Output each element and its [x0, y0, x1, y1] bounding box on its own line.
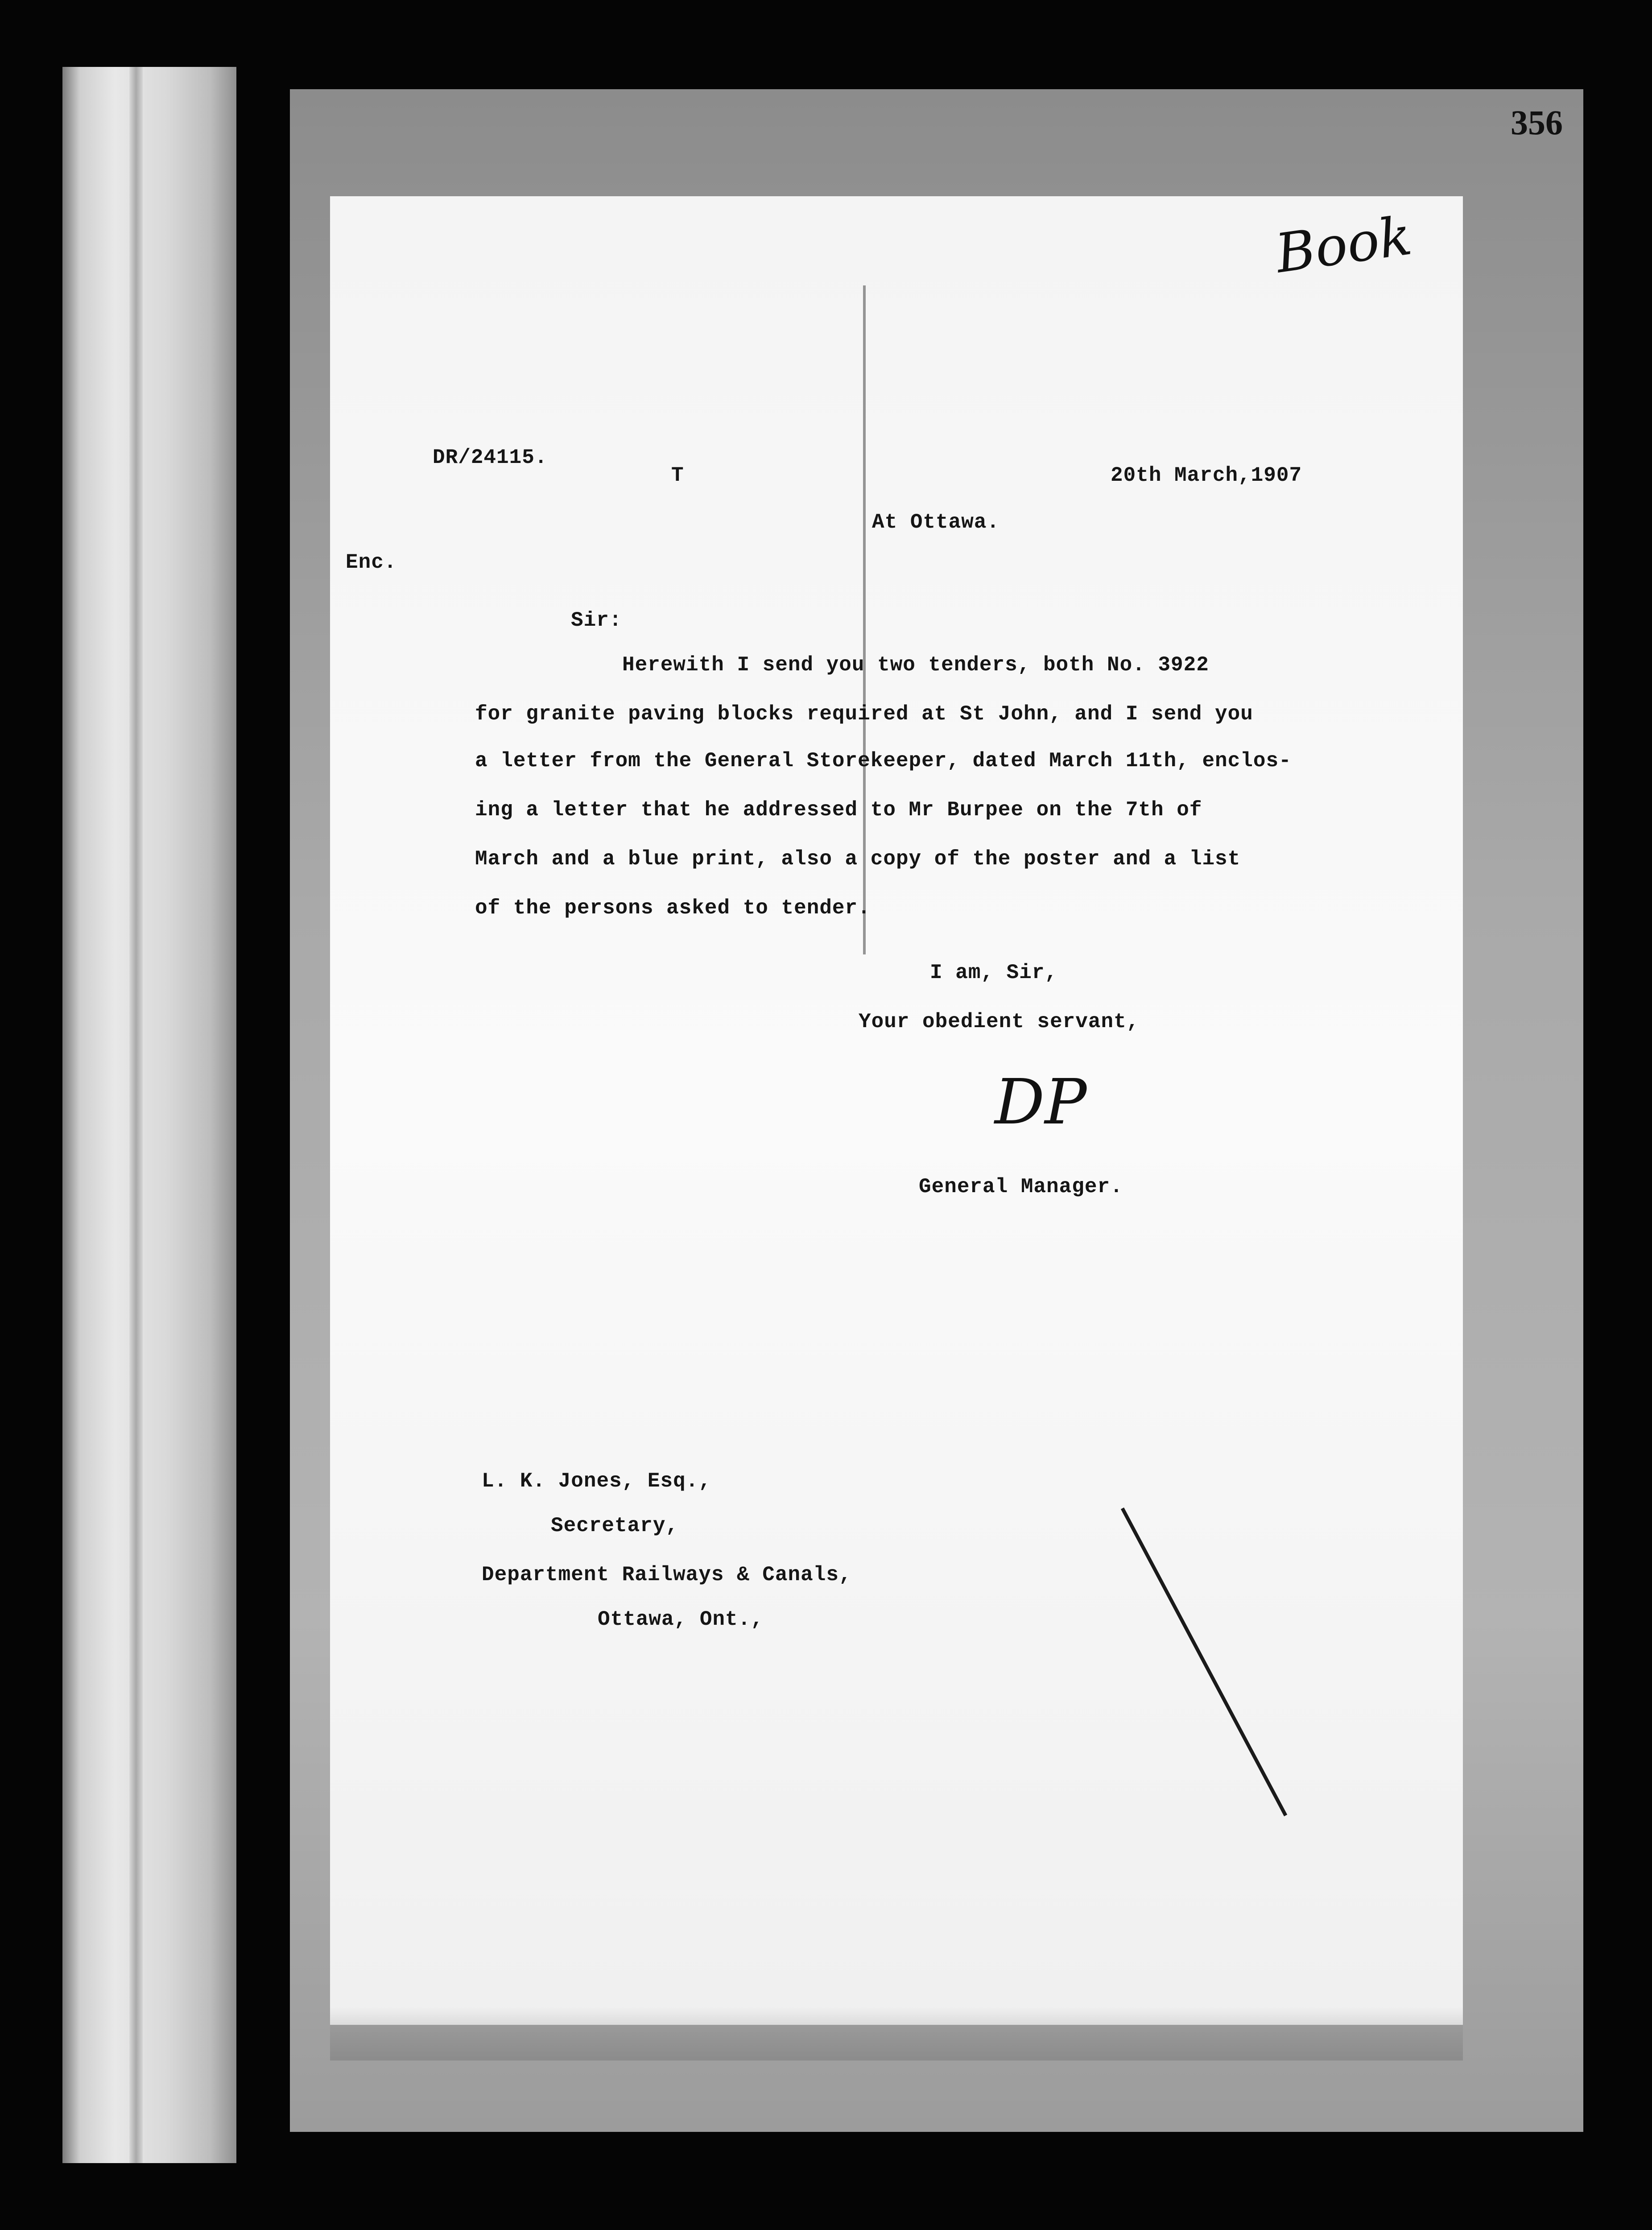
file-number: DR/24115. — [433, 446, 548, 469]
letter-date: 20th March,1907 — [1111, 464, 1302, 487]
recipient-line: Department Railways & Canals, — [482, 1563, 852, 1586]
recipient-line: L. K. Jones, Esq., — [482, 1470, 711, 1493]
recipient-line: Secretary, — [551, 1514, 679, 1537]
body-line: a letter from the General Storekeeper, dated March 11th, enclos- — [475, 749, 1292, 772]
body-line: of the persons asked to tender. — [475, 896, 871, 920]
enclosure-note: Enc. — [346, 551, 397, 574]
letter-shadow — [330, 2007, 1463, 2061]
body-line: March and a blue print, also a copy of the poster and a list — [475, 847, 1241, 871]
body-line: for granite paving blocks required at St John, and I send you — [475, 702, 1253, 726]
signature: DP — [995, 1066, 1087, 1139]
letter-place: At Ottawa. — [872, 511, 1000, 534]
typed-mark: T — [671, 464, 684, 487]
handwritten-annotation: Book — [1272, 205, 1416, 285]
binder-edge — [62, 67, 236, 2163]
recipient-line: Ottawa, Ont., — [598, 1608, 764, 1631]
closing-line: Your obedient servant, — [859, 1010, 1140, 1033]
body-line: ing a letter that he addressed to Mr Burpee on the 7th of — [475, 798, 1202, 822]
signer-title: General Manager. — [919, 1175, 1123, 1198]
binder-fold — [129, 67, 143, 2163]
salutation: Sir: — [571, 609, 622, 632]
closing-line: I am, Sir, — [930, 961, 1058, 984]
body-line: Herewith I send you two tenders, both No. 3922 — [622, 653, 1209, 677]
folio-number: 356 — [1511, 103, 1563, 142]
